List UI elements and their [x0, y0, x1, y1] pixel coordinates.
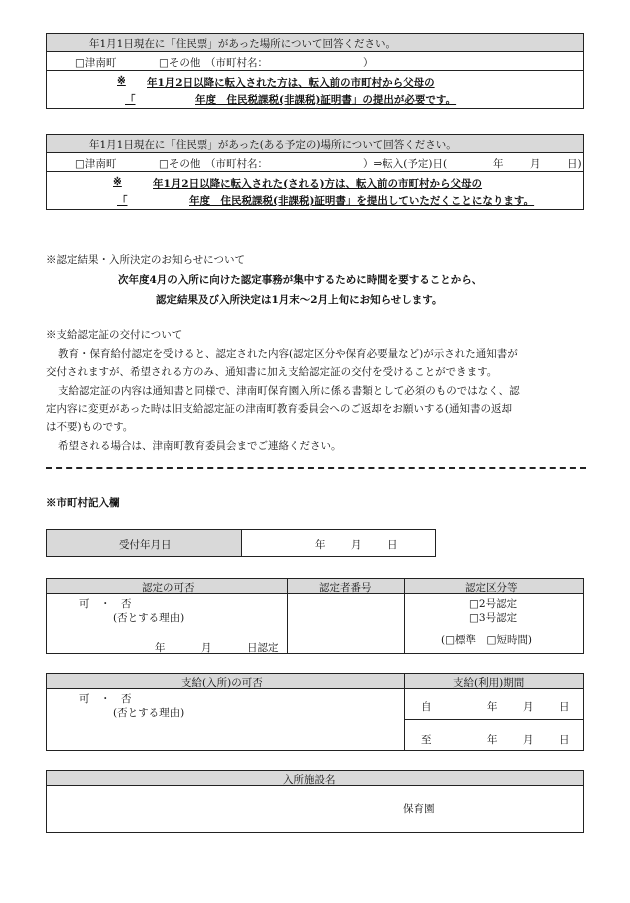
certificate-para3: 希望される場合は、津南町教育委員会までご連絡ください。 — [58, 440, 342, 452]
reception-year: 年 — [315, 539, 326, 551]
facility-suffix: 保育園 — [403, 803, 435, 815]
supply-to-year: 年 — [487, 734, 498, 746]
supply-from-label: 自 — [421, 701, 432, 713]
supply-reason-label: (否とする理由) — [113, 707, 185, 719]
notice-line1: 次年度4月の入所に向けた認定事務が集中するために時間を要することから、 — [118, 274, 483, 286]
facility-label: 入所施設名 — [283, 774, 336, 786]
supply-from-month: 月 — [523, 701, 534, 713]
residence-box-1 — [46, 33, 584, 109]
option-other-checkbox-2[interactable]: □その他 — [159, 158, 201, 170]
option-tsunan-checkbox-2[interactable]: □津南町 — [75, 158, 117, 170]
residence-box-2-options-row — [47, 153, 583, 172]
supply-to-day: 日 — [559, 734, 570, 746]
residence-box-1-note-line2: 年度 住民税課税(非課税)証明書」の提出が必要です。 — [195, 94, 457, 106]
notice-line2: 認定結果及び入所決定は1月末～2月上旬にお知らせします。 — [156, 294, 443, 306]
care-hours-options[interactable]: (□標準 □短時間) — [441, 634, 533, 646]
approval-table — [46, 578, 584, 654]
supply-to-label: 至 — [421, 734, 432, 746]
residence-box-1-header: 年1月1日現在に「住民票」があった場所について回答ください。 — [89, 38, 397, 50]
residence-box-2-header-row — [47, 135, 583, 153]
reception-date-table — [46, 529, 436, 557]
supply-from-day: 日 — [559, 701, 570, 713]
reception-date-label-cell — [47, 530, 242, 556]
residence-box-2 — [46, 134, 584, 210]
category-3-checkbox[interactable]: □3号認定 — [469, 612, 518, 624]
residence-box-1-note-open: 「 — [125, 94, 136, 106]
approval-day: 日認定 — [247, 642, 279, 654]
notice-heading: ※認定結果・入所決定のお知らせについて — [46, 254, 245, 266]
move-in-month: 月 — [530, 158, 541, 170]
certificate-para1-line2: 交付されますが、希望される方のみ、通知書に加え支給認定証の交付を受けることができます。 — [46, 366, 498, 378]
residence-box-2-note-line1: 年1月2日以降に転入された(される)方は、転入前の市町村から父母の — [153, 178, 483, 190]
move-in-date-label: ）⇒転入(予定)日( — [363, 158, 448, 170]
supply-table — [46, 673, 584, 751]
approval-yesno[interactable]: 可 ・ 否 — [79, 598, 132, 610]
reception-date-label: 受付年月日 — [119, 539, 172, 551]
residence-box-1-note-line1: 年1月2日以降に転入された方は、転入前の市町村から父母の — [147, 77, 435, 89]
certificate-para2-line3: は不要)ものです。 — [46, 421, 134, 433]
reception-month: 月 — [351, 539, 362, 551]
option-other-checkbox[interactable]: □その他 — [159, 57, 201, 69]
cut-line-divider — [46, 467, 586, 469]
approval-col1-header: 認定の可否 — [142, 582, 195, 594]
move-in-year: 年 — [493, 158, 504, 170]
certificate-heading: ※支給認定証の交付について — [46, 329, 183, 341]
residence-box-1-note-mark: ※ — [117, 75, 126, 87]
supply-to-month: 月 — [523, 734, 534, 746]
residence-box-2-header: 年1月1日現在に「住民票」があった(ある予定の)場所について回答ください。 — [89, 139, 457, 151]
city-name-label: （市町村名： — [205, 57, 268, 69]
move-in-day: 日) — [567, 158, 582, 170]
city-name-label-2: （市町村名： — [205, 158, 268, 170]
reception-day: 日 — [387, 539, 398, 551]
certificate-para2-line2: 定内容に変更があった時は旧支給認定証の津南町教育委員会へのご返却をお願いする(通知書の返却 — [46, 403, 512, 415]
residence-box-1-options-row — [47, 52, 583, 71]
residence-box-2-note-line2: 年度 住民税課税(非課税)証明書」を提出していただくことになります。 — [189, 195, 535, 207]
supply-col1-header: 支給(入所)の可否 — [181, 677, 263, 689]
approval-month: 月 — [201, 642, 212, 654]
approval-year: 年 — [155, 642, 166, 654]
approval-reason-label: (否とする理由) — [113, 612, 185, 624]
approval-col2-header: 認定者番号 — [319, 582, 372, 594]
residence-box-1-header-row — [47, 34, 583, 52]
supply-col2-header: 支給(利用)期間 — [453, 677, 525, 689]
supply-from-year: 年 — [487, 701, 498, 713]
certificate-para2-line1: 支給認定証の内容は通知書と同様で、津南町保育園入所に係る書類として必須のものではなく、認 — [58, 385, 520, 397]
facility-table — [46, 770, 584, 833]
residence-box-2-note-open: 「 — [117, 195, 128, 207]
municipal-heading: ※市町村記入欄 — [46, 497, 120, 509]
supply-yesno[interactable]: 可 ・ 否 — [79, 693, 132, 705]
city-name-close: ） — [363, 57, 374, 69]
approval-col3-header: 認定区分等 — [465, 582, 518, 594]
facility-header-row — [47, 771, 583, 786]
category-2-checkbox[interactable]: □2号認定 — [469, 598, 518, 610]
certificate-para1-line1: 教育・保育給付認定を受けると、認定された内容(認定区分や保育必要量など)が示された通知書が — [58, 348, 518, 360]
residence-box-2-note-mark: ※ — [113, 176, 122, 188]
option-tsunan-checkbox[interactable]: □津南町 — [75, 57, 117, 69]
